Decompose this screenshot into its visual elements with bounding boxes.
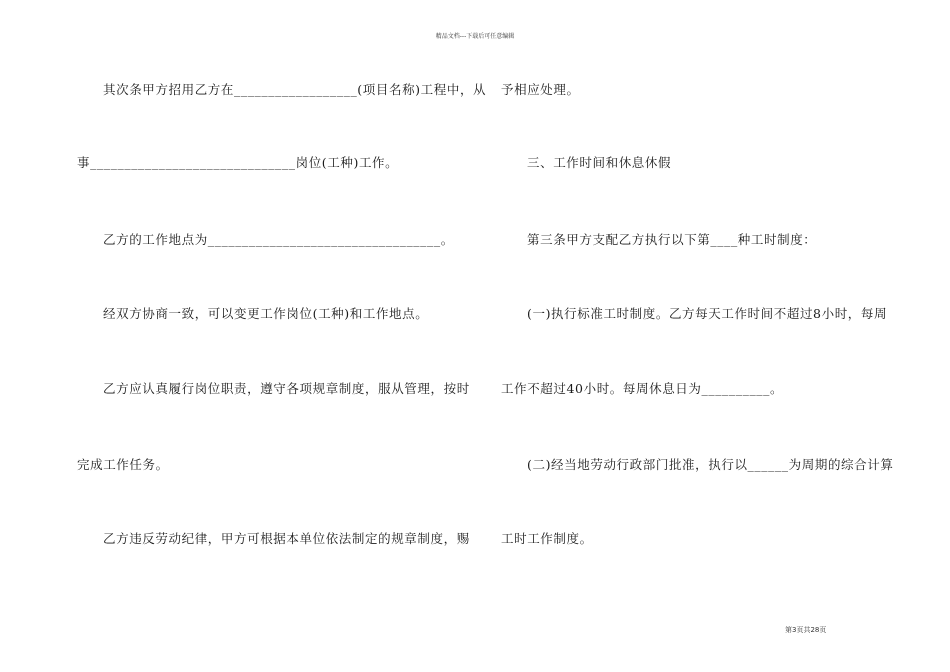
right-line-5: 工作不超过40小时。每周休息日为__________。	[501, 381, 784, 396]
left-line-2: 事______________________________岗位(工种)工作。	[77, 155, 399, 170]
page-number: 第3页共28页	[785, 626, 827, 634]
right-line-6: (二)经当地劳动行政部门批准，执行以______为周期的综合计算	[527, 457, 894, 472]
right-line-4: (一)执行标准工时制度。乙方每天工作时间不超过8小时，每周	[527, 306, 888, 321]
right-line-2: 三、工作时间和休息休假	[527, 155, 672, 170]
right-line-1: 予相应处理。	[501, 82, 580, 97]
left-line-3: 乙方的工作地点为__________________________________。	[103, 232, 454, 247]
left-line-7: 乙方违反劳动纪律，甲方可根据本单位依法制定的规章制度，赐	[103, 531, 470, 546]
right-line-7: 工时工作制度。	[501, 531, 593, 546]
page-header: 精品文档---下载后可任意编辑	[435, 33, 515, 40]
left-line-6: 完成工作任务。	[77, 457, 169, 472]
left-line-5: 乙方应认真履行岗位职责，遵守各项规章制度，服从管理，按时	[103, 381, 470, 396]
right-line-3: 第三条甲方支配乙方执行以下第____种工时制度：	[527, 232, 817, 247]
left-line-1: 其次条甲方招用乙方在__________________(项目名称)工程中，从	[103, 82, 487, 97]
left-line-4: 经双方协商一致，可以变更工作岗位(工种)和工作地点。	[103, 306, 429, 321]
